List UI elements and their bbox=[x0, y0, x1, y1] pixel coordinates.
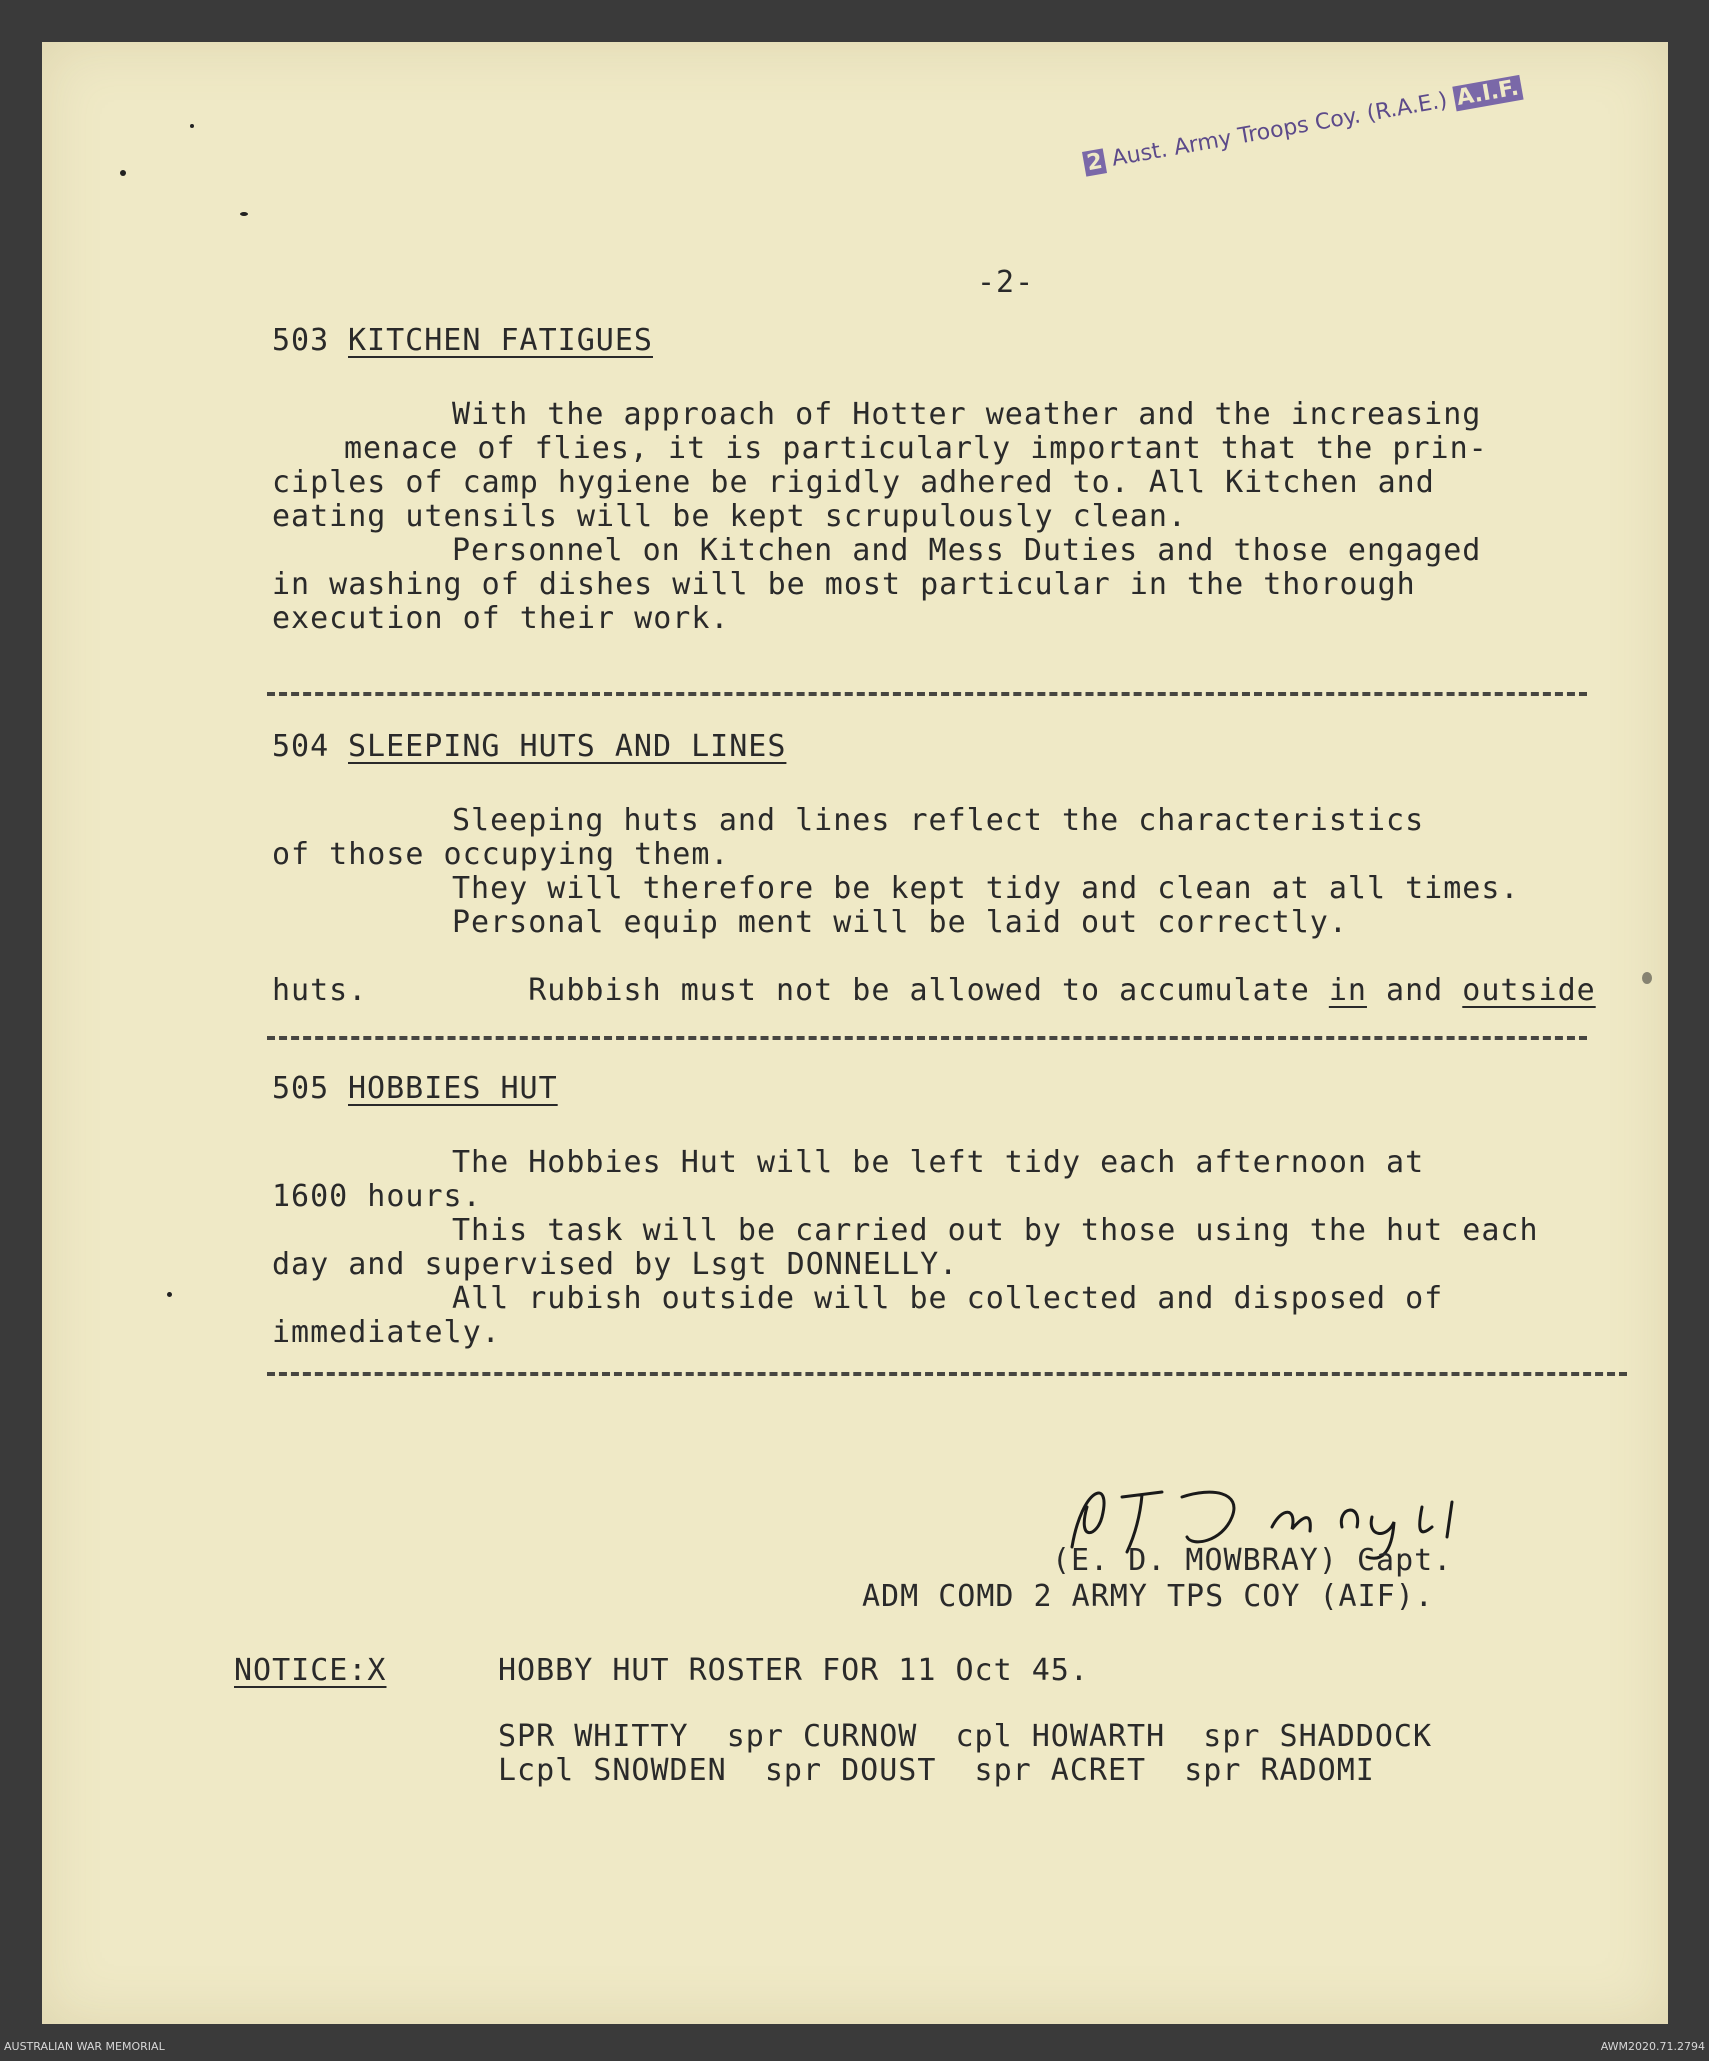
body-text: and bbox=[1386, 973, 1444, 1008]
body-line bbox=[452, 940, 1596, 1042]
body-line: immediately. bbox=[272, 1315, 501, 1350]
body-line: ciples of camp hygiene be rigidly adhered to. All Kitchen and bbox=[272, 465, 1435, 500]
notice-heading: HOBBY HUT ROSTER FOR 11 Oct 45. bbox=[498, 1653, 1089, 1688]
section-title: SLEEPING HUTS AND LINES bbox=[348, 729, 787, 764]
body-line: All rubish outside will be collected and disposed of bbox=[452, 1281, 1444, 1316]
ink-speck bbox=[167, 1292, 172, 1297]
body-line: huts. bbox=[272, 973, 368, 1008]
ink-speck bbox=[120, 170, 126, 176]
emphasis-in: in bbox=[1328, 973, 1367, 1008]
body-line: The Hobbies Hut will be left tidy each afternoon at bbox=[452, 1145, 1425, 1180]
roster-line: SPR WHITTY spr CURNOW cpl HOWARTH spr SHADDOCK bbox=[498, 1719, 1433, 1754]
footer-right: AWM2020.71.2794 bbox=[1600, 2040, 1705, 2053]
footer-left: AUSTRALIAN WAR MEMORIAL bbox=[4, 2040, 165, 2053]
body-line: 1600 hours. bbox=[272, 1179, 482, 1214]
body-line: menace of flies, it is particularly important that the prin- bbox=[344, 431, 1488, 466]
body-line: With the approach of Hotter weather and the increasing bbox=[452, 397, 1482, 432]
page-number: -2- bbox=[977, 265, 1035, 300]
section-divider bbox=[267, 692, 1587, 696]
signatory-name: (E. D. MOWBRAY) Capt. bbox=[1052, 1543, 1453, 1578]
body-line: of those occupying them. bbox=[272, 837, 730, 872]
section-number: 505 bbox=[272, 1071, 330, 1106]
body-line: They will therefore be kept tidy and clean at all times. bbox=[452, 871, 1520, 906]
notice-label: NOTICE:X bbox=[234, 1653, 387, 1688]
stamp-text: Aust. Army Troops Coy. (R.A.E.) bbox=[1109, 88, 1450, 172]
unit-stamp bbox=[1082, 75, 1524, 177]
stamp-suffix: A.I.F. bbox=[1452, 75, 1524, 112]
body-line: Personnel on Kitchen and Mess Duties and those engaged bbox=[452, 533, 1482, 568]
body-line: in washing of dishes will be most particular in the thorough bbox=[272, 567, 1416, 602]
stamp-number: 2 bbox=[1082, 148, 1107, 176]
ink-speck bbox=[1642, 972, 1652, 984]
ink-speck bbox=[240, 212, 248, 216]
emphasis-outside: outside bbox=[1462, 973, 1596, 1008]
section-title: KITCHEN FATIGUES bbox=[348, 323, 653, 358]
section-number: 504 bbox=[272, 729, 330, 764]
signatory-title: ADM COMD 2 ARMY TPS COY (AIF). bbox=[862, 1579, 1434, 1614]
body-line: Sleeping huts and lines reflect the characteristics bbox=[452, 803, 1425, 838]
ink-speck bbox=[190, 124, 194, 128]
body-text: Rubbish must not be allowed to accumulate bbox=[528, 973, 1310, 1008]
section-divider bbox=[267, 1036, 1587, 1040]
section-title: HOBBIES HUT bbox=[348, 1071, 558, 1106]
document-page bbox=[42, 42, 1668, 2024]
body-line: Personal equip ment will be laid out correctly. bbox=[452, 905, 1348, 940]
body-line: execution of their work. bbox=[272, 601, 730, 636]
section-number: 503 bbox=[272, 323, 330, 358]
section-divider bbox=[267, 1372, 1627, 1376]
roster-line: Lcpl SNOWDEN spr DOUST spr ACRET spr RADOMI bbox=[498, 1753, 1375, 1788]
body-line: eating utensils will be kept scrupulously clean. bbox=[272, 499, 1187, 534]
body-line: This task will be carried out by those using the hut each bbox=[452, 1213, 1539, 1248]
body-line: day and supervised by Lsgt DONNELLY. bbox=[272, 1247, 959, 1282]
